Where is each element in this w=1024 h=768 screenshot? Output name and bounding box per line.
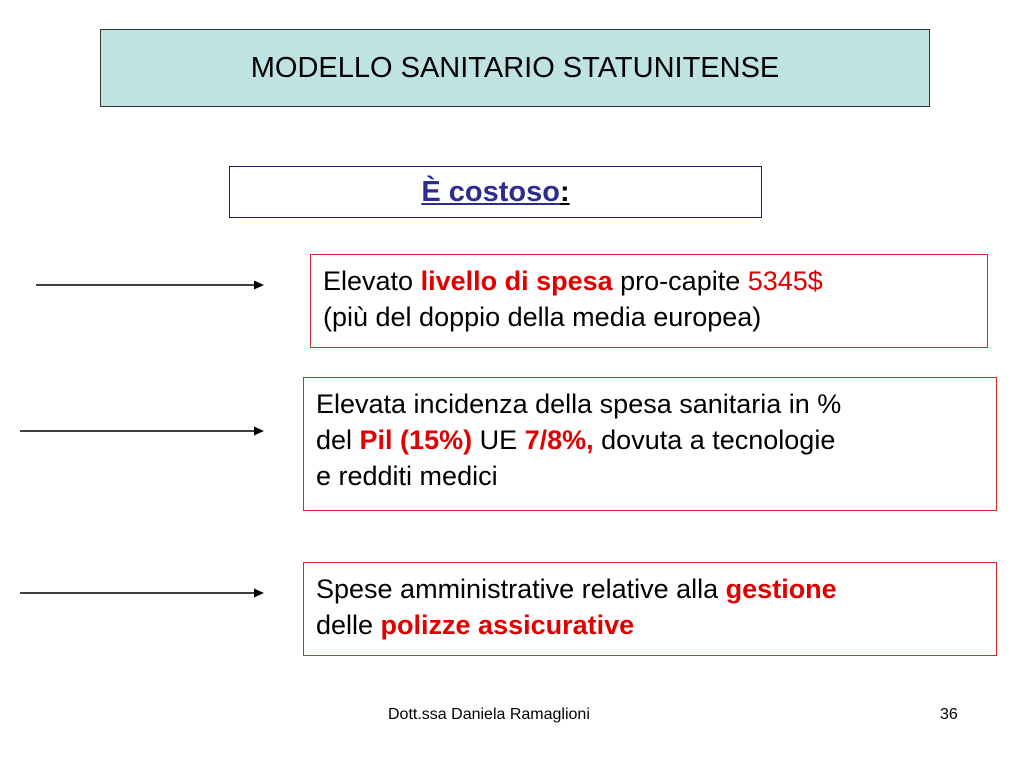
item-text: dovuta a tecnologie	[593, 425, 836, 455]
page-number: 36	[940, 706, 958, 723]
subtitle-colon: :	[559, 175, 570, 208]
item-text: Elevata incidenza della spesa sanitaria in %	[316, 389, 842, 419]
item-line	[316, 422, 984, 458]
item-box-admin-costs	[303, 562, 997, 656]
item-text: (più del doppio della media europea)	[323, 302, 762, 332]
item-text: e redditi medici	[316, 461, 498, 491]
item-text: pro-capite	[612, 266, 748, 296]
item-line	[316, 386, 984, 422]
slide-title-box	[100, 29, 930, 107]
item-highlight: 5345$	[747, 266, 823, 296]
arrow-right-icon	[20, 425, 264, 437]
item-line	[323, 299, 975, 335]
footer-author: Dott.ssa Daniela Ramaglioni	[388, 706, 590, 723]
item-text: UE	[472, 425, 525, 455]
slide-title: MODELLO SANITARIO STATUNITENSE	[250, 51, 780, 84]
item-box-gdp-incidence	[303, 377, 997, 511]
item-line	[323, 263, 975, 299]
subtitle-text: È costoso	[421, 175, 560, 208]
item-line	[316, 458, 984, 494]
arrow-right-icon	[20, 587, 264, 599]
item-highlight: 7/8%,	[524, 425, 594, 455]
item-line	[316, 571, 984, 607]
item-line	[316, 607, 984, 643]
item-text: Elevato	[323, 266, 421, 296]
item-highlight: gestione	[725, 574, 837, 604]
arrow-right-icon	[36, 279, 264, 291]
item-highlight: livello di spesa	[420, 266, 613, 296]
item-box-spending-level	[310, 254, 988, 348]
item-highlight: polizze assicurative	[380, 610, 635, 640]
item-text: Spese amministrative relative alla	[316, 574, 726, 604]
subtitle-box	[229, 166, 762, 218]
item-text: delle	[316, 610, 381, 640]
item-text: del	[316, 425, 360, 455]
item-highlight: Pil (15%)	[359, 425, 473, 455]
